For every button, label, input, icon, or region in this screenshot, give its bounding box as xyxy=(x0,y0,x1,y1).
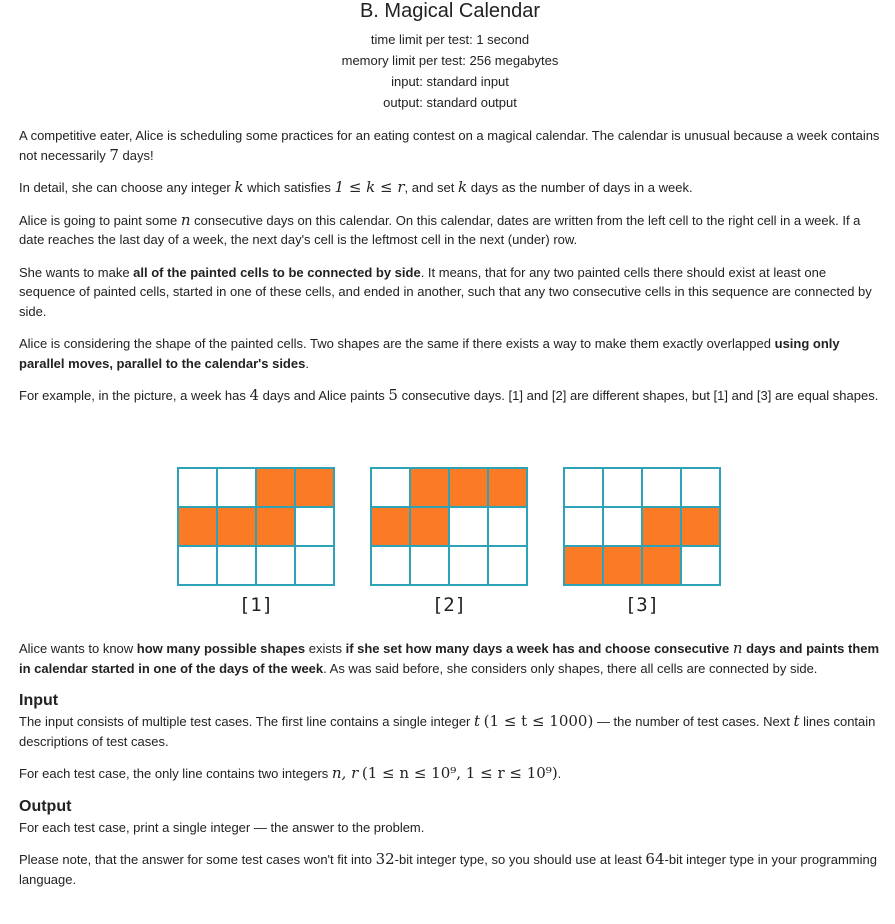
memory-limit: memory limit per test: 256 megabytes xyxy=(341,53,559,68)
empty-cell xyxy=(604,508,641,545)
statement-paragraph: In detail, she can choose any integer k which satisfies 1 ≤ k ≤ r, and set k days as the number of days in a week. xyxy=(19,178,693,196)
empty-cell xyxy=(565,508,602,545)
empty-cell xyxy=(257,547,294,584)
painted-cell xyxy=(604,547,641,584)
problem-lower xyxy=(19,639,881,902)
output-spec: output: standard output xyxy=(383,95,517,110)
figure-1 xyxy=(177,467,335,616)
calendar-grid xyxy=(370,467,528,586)
output-paragraph: Please note, that the answer for some test cases won't fit into 32-bit integer type, so you should use at least 64-bit integer type in your programming language. xyxy=(19,850,877,887)
empty-cell xyxy=(218,547,255,584)
empty-cell xyxy=(604,469,641,506)
statement-paragraph: Alice is considering the shape of the painted cells. Two shapes are the same if there exists a way to make them exactly overlapped using only parallel moves, parallel to the calendar's sides. xyxy=(19,336,840,371)
problem-limits xyxy=(0,29,895,113)
painted-cell xyxy=(489,469,526,506)
calendar-grid xyxy=(177,467,335,586)
input-heading: Input xyxy=(19,692,59,709)
empty-cell xyxy=(372,469,409,506)
empty-cell xyxy=(565,469,602,506)
painted-cell xyxy=(179,508,216,545)
painted-cell xyxy=(682,508,719,545)
painted-cell xyxy=(257,469,294,506)
empty-cell xyxy=(372,547,409,584)
statement-paragraph: Alice is going to paint some n consecutive days on this calendar. On this calendar, dates are written from the left cell to the right cell in a week. If a date reaches the last day of a week, the next day's cell is the leftmost cell in the next (under) row. xyxy=(19,210,861,247)
painted-cell xyxy=(257,508,294,545)
calendar-grid xyxy=(563,467,721,586)
calendar-figures xyxy=(0,467,895,622)
empty-cell xyxy=(643,469,680,506)
figure-2 xyxy=(370,467,528,616)
empty-cell xyxy=(682,469,719,506)
empty-cell xyxy=(296,547,333,584)
statement-paragraph: For example, in the picture, a week has 4 days and Alice paints 5 consecutive days. [1] and [2] are different shapes, but [1] and [3] are equal shapes. xyxy=(19,386,879,404)
empty-cell xyxy=(296,508,333,545)
painted-cell xyxy=(411,508,448,545)
empty-cell xyxy=(450,508,487,545)
empty-cell xyxy=(682,547,719,584)
painted-cell xyxy=(565,547,602,584)
painted-cell xyxy=(450,469,487,506)
statement-paragraph: A competitive eater, Alice is scheduling some practices for an eating contest on a magical calendar. The calendar is unusual because a week contains not necessarily 7 days! xyxy=(19,128,880,164)
output-paragraph: For each test case, print a single integer — the answer to the problem. xyxy=(19,819,425,835)
figure-3 xyxy=(563,467,721,616)
empty-cell xyxy=(489,547,526,584)
input-paragraph: For each test case, the only line contains two integers n, r (1 ≤ n ≤ 10⁹, 1 ≤ r ≤ 10⁹). xyxy=(19,764,562,782)
painted-cell xyxy=(372,508,409,545)
output-heading: Output xyxy=(19,797,72,815)
painted-cell xyxy=(643,547,680,584)
problem-title: B. Magical Calendar xyxy=(359,0,541,22)
painted-cell xyxy=(411,469,448,506)
empty-cell xyxy=(179,547,216,584)
painted-cell xyxy=(218,508,255,545)
empty-cell xyxy=(218,469,255,506)
figure-caption: [3] xyxy=(624,594,660,616)
time-limit: time limit per test: 1 second xyxy=(370,32,530,47)
problem-statement xyxy=(19,126,881,419)
figure-caption: [2] xyxy=(431,594,467,616)
empty-cell xyxy=(179,469,216,506)
statement-paragraph: She wants to make all of the painted cells to be connected by side. It means, that for any two painted cells there should exist at least one sequence of painted cells, started in one of these cells, and ended in another, such that any two consecutive cells in this sequence are connected by side. xyxy=(19,264,872,319)
input-paragraph: The input consists of multiple test cases. The first line contains a single integer t (1 ≤ t ≤ 1000) — the number of test cases. Next t lines contain descriptions of test cases. xyxy=(19,712,876,749)
problem-header xyxy=(0,0,895,113)
input-spec: input: standard input xyxy=(391,74,509,89)
empty-cell xyxy=(411,547,448,584)
empty-cell xyxy=(489,508,526,545)
statement-paragraph: Alice wants to know how many possible shapes exists if she set how many days a week has and choose consecutive n days and paints them in calendar started in one of the days of the week. As was said before, she considers only shapes, there all cells are connected by side. xyxy=(19,639,880,676)
painted-cell xyxy=(643,508,680,545)
empty-cell xyxy=(450,547,487,584)
painted-cell xyxy=(296,469,333,506)
figure-caption: [1] xyxy=(238,594,274,616)
